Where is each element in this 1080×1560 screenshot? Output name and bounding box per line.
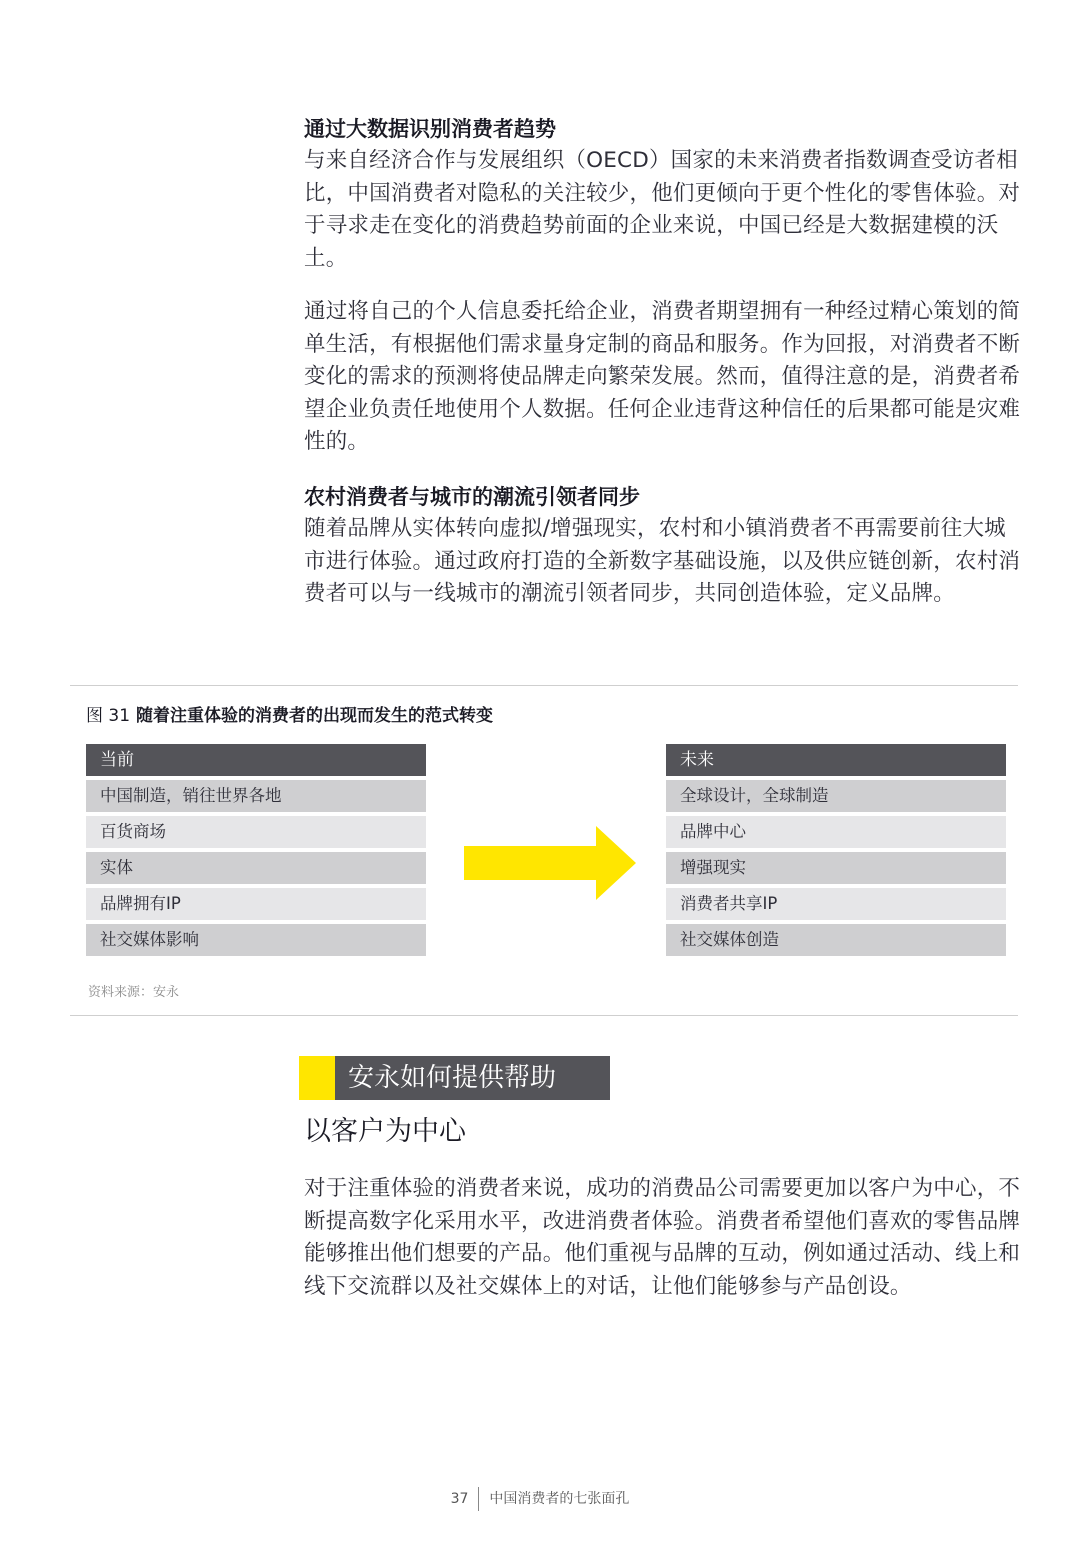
paragraph: 随着品牌从实体转向虚拟/增强现实，农村和小镇消费者不再需要前往大城市进行体验。通过政府打造的全新数字基础设施，以及供应链创新，农村消费者可以与一线城市的潮流引领者同步，共同创造体验，定义品牌。: [304, 516, 1021, 606]
section-heading: 通过大数据识别消费者趋势: [304, 117, 556, 141]
current-column: [86, 744, 426, 960]
current-item: 社交媒体影响: [86, 924, 426, 956]
banner-title: 安永如何提供帮助: [335, 1056, 610, 1100]
divider: [70, 1015, 1018, 1016]
future-item: 全球设计，全球制造: [666, 780, 1006, 812]
current-item: 中国制造，销往世界各地: [86, 780, 426, 812]
current-item: 实体: [86, 852, 426, 884]
future-item: 品牌中心: [666, 816, 1006, 848]
figure-title-text: 随着注重体验的消费者的出现而发生的范式转变: [136, 706, 494, 726]
banner-accent: [299, 1056, 335, 1100]
transition-arrow-icon: [464, 826, 636, 900]
figure-label: 图 31: [86, 706, 131, 726]
current-item: 百货商场: [86, 816, 426, 848]
section-customer-centric: [304, 1173, 1024, 1303]
footer-title: 中国消费者的七张面孔: [489, 1491, 630, 1507]
help-subheading: 以客户为中心: [304, 1116, 466, 1147]
future-item: 社交媒体创造: [666, 924, 1006, 956]
section-rural-consumers: [304, 481, 1024, 611]
page-footer: [0, 1487, 1080, 1511]
section-heading: 农村消费者与城市的潮流引领者同步: [304, 485, 640, 509]
current-header: 当前: [86, 744, 426, 776]
paragraph: 与来自经济合作与发展组织（OECD）国家的未来消费者指数调查受访者相比，中国消费者对隐私的关注较少，他们更倾向于更个性化的零售体验。对于寻求走在变化的消费趋势前面的企业来说，中国已经是大数据建模的沃土。: [304, 148, 1021, 271]
paragraph: 通过将自己的个人信息委托给企业，消费者期望拥有一种经过精心策划的简单生活，有根据他们需求量身定制的商品和服务。作为回报，对消费者不断变化的需求的预测将使品牌走向繁荣发展。然而，值得注意的是，消费者希望企业负责任地使用个人数据。任何企业违背这种信任的后果都可能是灾难性的。: [304, 299, 1021, 454]
page-number: 37: [451, 1487, 480, 1511]
paragraph: 对于注重体验的消费者来说，成功的消费品公司需要更加以客户为中心，不断提高数字化采用水平，改进消费者体验。消费者希望他们喜欢的零售品牌能够推出他们想要的产品。他们重视与品牌的互动，例如通过活动、线上和线下交流群以及社交媒体上的对话，让他们能够参与产品创设。: [304, 1176, 1021, 1299]
help-banner: [299, 1056, 610, 1100]
future-column: [666, 744, 1006, 960]
future-item: 消费者共享IP: [666, 888, 1006, 920]
figure-title: [86, 704, 493, 728]
section-big-data: [304, 113, 1024, 275]
future-header: 未来: [666, 744, 1006, 776]
section-big-data-continued: [304, 296, 1024, 459]
figure-source: 资料来源：安永: [88, 985, 180, 1000]
current-item: 品牌拥有IP: [86, 888, 426, 920]
divider: [70, 685, 1018, 686]
future-item: 增强现实: [666, 852, 1006, 884]
